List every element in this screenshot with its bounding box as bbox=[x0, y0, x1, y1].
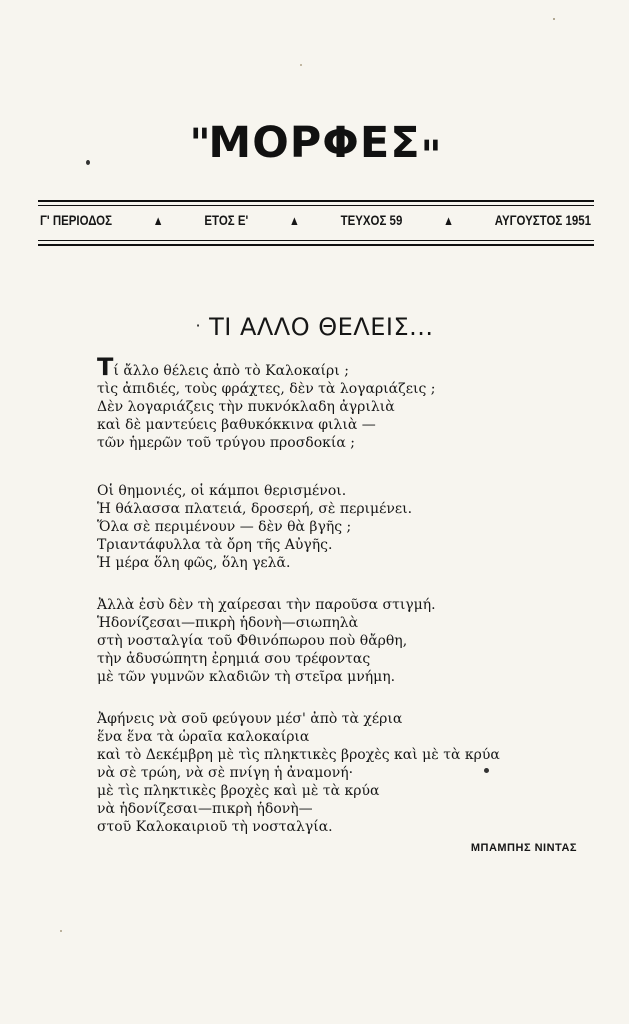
poem-line: καὶ τὸ Δεκέμβρη μὲ τὶς πληκτικὲς βροχὲς καὶ μὲ τὰ κρύα bbox=[97, 747, 500, 763]
masthead-close-quote: " bbox=[420, 133, 440, 179]
stanza-4 bbox=[97, 710, 500, 836]
poem-line: τὴν ἀδυσώπητη ἐρημιά σου τρέφοντας bbox=[97, 651, 371, 667]
header-rule-bottom-thin bbox=[38, 240, 594, 241]
paper-speck bbox=[60, 930, 62, 932]
stanza-2 bbox=[97, 482, 412, 572]
paper-speck bbox=[300, 64, 302, 66]
poem-line: Τριαντάφυλλα τὰ ὄρη τῆς Αὐγῆς. bbox=[97, 537, 333, 553]
poem-line: στὴ νοσταλγία τοῦ Φθινόπωρου ποὺ θἄρθη, bbox=[97, 633, 408, 649]
masthead-open-quote: " bbox=[189, 121, 209, 167]
header-rule-bottom bbox=[38, 244, 594, 246]
separator-triangle-icon: ▲ bbox=[152, 212, 164, 228]
header-rule-top bbox=[38, 200, 594, 202]
poem-line: καὶ δὲ μαντεύεις βαθυκόκκινα φιλιὰ — bbox=[97, 417, 376, 433]
issue-number: ΤΕΥΧΟΣ 59 bbox=[340, 212, 403, 228]
poem-title bbox=[0, 313, 629, 341]
poem-line: Οἱ θημονιές, οἱ κάμποι θερισμένοι. bbox=[97, 483, 347, 499]
poem-line: Τί ἄλλο θέλεις ἀπὸ τὸ Καλοκαίρι ; bbox=[97, 353, 349, 381]
issue-info-line bbox=[40, 212, 591, 228]
header-rule-top-thin bbox=[38, 205, 594, 206]
poem-line: τὶς ἀπιδιές, τοὺς φράχτες, δὲν τὰ λογαριάζεις ; bbox=[97, 381, 436, 397]
poem-line: μὲ τὶς πληκτικὲς βροχὲς καὶ μὲ τὰ κρύα bbox=[97, 783, 380, 799]
separator-triangle-icon: ▲ bbox=[289, 212, 300, 228]
poem-line: Ἡδονίζεσαι—πικρὴ ἡδονὴ—σιωπηλὰ bbox=[97, 615, 359, 631]
issue-year: ΕΤΟΣ Ε' bbox=[204, 212, 249, 228]
author-signature: ΜΠΑΜΠΗΣ ΝΙΝΤΑΣ bbox=[470, 842, 577, 854]
poem-line: Ἀλλὰ ἐσὺ δὲν τὴ χαίρεσαι τὴν παροῦσα στιγμή. bbox=[97, 597, 436, 613]
stanza-3 bbox=[97, 596, 436, 686]
poem-line: μὲ τῶν γυμνῶν κλαδιῶν τὴ στεῖρα μνήμη. bbox=[97, 669, 396, 685]
paper-speck bbox=[553, 18, 555, 20]
paper-speck bbox=[484, 768, 489, 773]
poem-line: Ἡ θάλασσα πλατειά, δροσερή, σὲ περιμένει. bbox=[97, 501, 413, 517]
masthead-title bbox=[0, 118, 629, 179]
paper-speck bbox=[86, 160, 90, 165]
separator-triangle-icon: ▲ bbox=[443, 212, 454, 228]
poem-line: Ἡ μέρα ὅλη φῶς, ὅλη γελᾶ. bbox=[97, 555, 291, 571]
poem-line: νὰ ἡδονίζεσαι—πικρὴ ἡδονὴ— bbox=[97, 801, 313, 817]
poem-line: Ἀφήνεις νὰ σοῦ φεύγουν μέσ' ἀπὸ τὰ χέρια bbox=[97, 711, 403, 727]
title-bullet-icon: · bbox=[195, 316, 202, 335]
poem-line: τῶν ἡμερῶν τοῦ τρύγου προσδοκία ; bbox=[97, 435, 355, 451]
issue-period: Γ' ΠΕΡΙΟΔΟΣ bbox=[40, 212, 113, 228]
poem-line: Ὅλα σὲ περιμένουν — δὲν θὰ βγῆς ; bbox=[97, 519, 352, 535]
poem-line: νὰ σὲ τρώη, νὰ σὲ πνίγη ἡ ἀναμονή· bbox=[97, 765, 354, 781]
poem-line: ἕνα ἕνα τὰ ὡραῖα καλοκαίρια bbox=[97, 729, 310, 745]
masthead-name: ΜΟΡΦΕΣ bbox=[208, 118, 421, 168]
poem-line: στοῦ Καλοκαιριοῦ τὴ νοσταλγία. bbox=[97, 819, 333, 835]
issue-date: ΑΥΓΟΥΣΤΟΣ 1951 bbox=[494, 212, 592, 228]
poem-title-text: ΤΙ ΑΛΛΟ ΘΕΛΕΙΣ... bbox=[209, 313, 434, 341]
drop-cap: Τ bbox=[97, 353, 114, 381]
poem-line: Δὲν λογαριάζεις τὴν πυκνόκλαδη ἀγριλιὰ bbox=[97, 399, 395, 415]
stanza-1 bbox=[97, 353, 436, 452]
